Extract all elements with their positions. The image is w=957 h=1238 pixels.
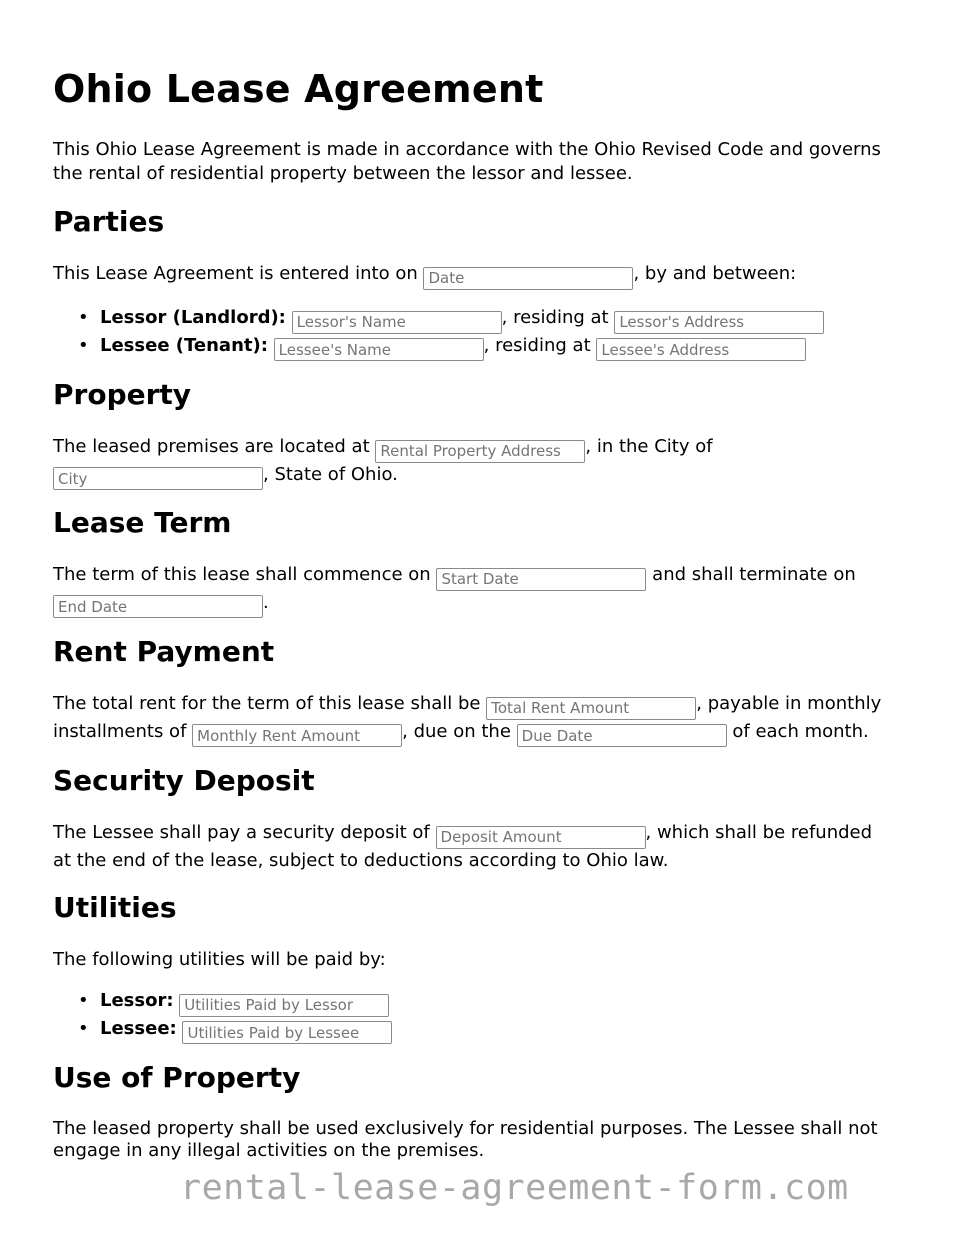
lease-term-middle: and shall terminate on — [652, 564, 856, 585]
lessee-residing-at: , residing at — [483, 334, 591, 356]
intro-paragraph: This Ohio Lease Agreement is made in accordance with the Ohio Revised Code and governs the rental of residential property between the lessor and lessee. — [53, 139, 881, 184]
property-prefix: The leased premises are located at — [53, 436, 370, 457]
end-date-field[interactable] — [53, 595, 263, 618]
lessee-name-field[interactable] — [274, 338, 484, 361]
deposit-suffix2: at the end of the lease, subject to deductions according to Ohio law. — [53, 849, 669, 871]
lease-term-prefix: The term of this lease shall commence on — [53, 564, 431, 585]
rent-middle2: installments of — [53, 720, 187, 742]
parties-entered-suffix: , by and between: — [633, 263, 797, 284]
rent-suffix: of each month. — [732, 720, 869, 742]
rent-payment-paragraph — [53, 692, 913, 747]
utilities-lessee-label: Lessee: — [100, 1017, 177, 1039]
utilities-lessor-label: Lessor: — [100, 990, 174, 1011]
watermark-text: rental-lease-agreement-form.com — [180, 1168, 849, 1208]
lessor-address-field[interactable] — [614, 311, 824, 334]
deposit-suffix1: , which shall be refunded — [645, 822, 873, 843]
parties-heading: Parties — [53, 205, 165, 238]
start-date-field[interactable] — [436, 568, 646, 591]
total-rent-field[interactable] — [486, 697, 696, 720]
monthly-rent-field[interactable] — [192, 724, 402, 747]
property-suffix: , State of Ohio. — [263, 463, 398, 485]
parties-list — [53, 306, 824, 361]
lessor-name-field[interactable] — [292, 311, 502, 334]
use-of-property-paragraph: The leased property shall be used exclusively for residential purposes. The Lessee shall not engage in any illegal activities on the premises. — [53, 1118, 878, 1161]
deposit-amount-field[interactable] — [436, 826, 646, 849]
utilities-lessee-item — [53, 1017, 392, 1045]
property-middle: , in the City of — [585, 436, 713, 457]
rent-middle3: , due on the — [402, 720, 511, 742]
utilities-heading: Utilities — [53, 891, 177, 924]
lease-term-suffix: . — [263, 591, 269, 613]
utilities-lessor-item — [53, 989, 392, 1017]
property-heading: Property — [53, 378, 192, 411]
lessor-residing-at: , residing at — [501, 307, 609, 328]
lessor-list-item — [53, 306, 824, 334]
deposit-prefix: The Lessee shall pay a security deposit of — [53, 822, 430, 843]
lease-term-paragraph — [53, 563, 913, 618]
rent-payment-heading: Rent Payment — [53, 635, 275, 668]
lessor-label: Lessor (Landlord): — [100, 307, 286, 328]
due-date-field[interactable] — [517, 724, 727, 747]
city-field[interactable] — [53, 467, 263, 490]
date-field[interactable] — [423, 267, 633, 290]
utilities-intro: The following utilities will be paid by: — [53, 949, 386, 970]
parties-entered-prefix: This Lease Agreement is entered into on — [53, 263, 418, 284]
lessee-list-item — [53, 334, 824, 362]
utilities-lessor-field[interactable] — [179, 994, 389, 1017]
use-of-property-heading: Use of Property — [53, 1061, 301, 1094]
parties-paragraph — [53, 262, 913, 290]
utilities-list — [53, 989, 392, 1044]
rent-middle1: , payable in monthly — [696, 693, 882, 714]
rental-address-field[interactable] — [375, 440, 585, 463]
security-deposit-heading: Security Deposit — [53, 764, 315, 797]
property-paragraph — [53, 435, 913, 490]
page-title: Ohio Lease Agreement — [53, 67, 544, 111]
rent-prefix: The total rent for the term of this lease shall be — [53, 693, 481, 714]
security-deposit-paragraph — [53, 821, 913, 873]
lease-term-heading: Lease Term — [53, 506, 232, 539]
utilities-lessee-field[interactable] — [182, 1021, 392, 1044]
lessee-address-field[interactable] — [596, 338, 806, 361]
lessee-label: Lessee (Tenant): — [100, 334, 268, 356]
